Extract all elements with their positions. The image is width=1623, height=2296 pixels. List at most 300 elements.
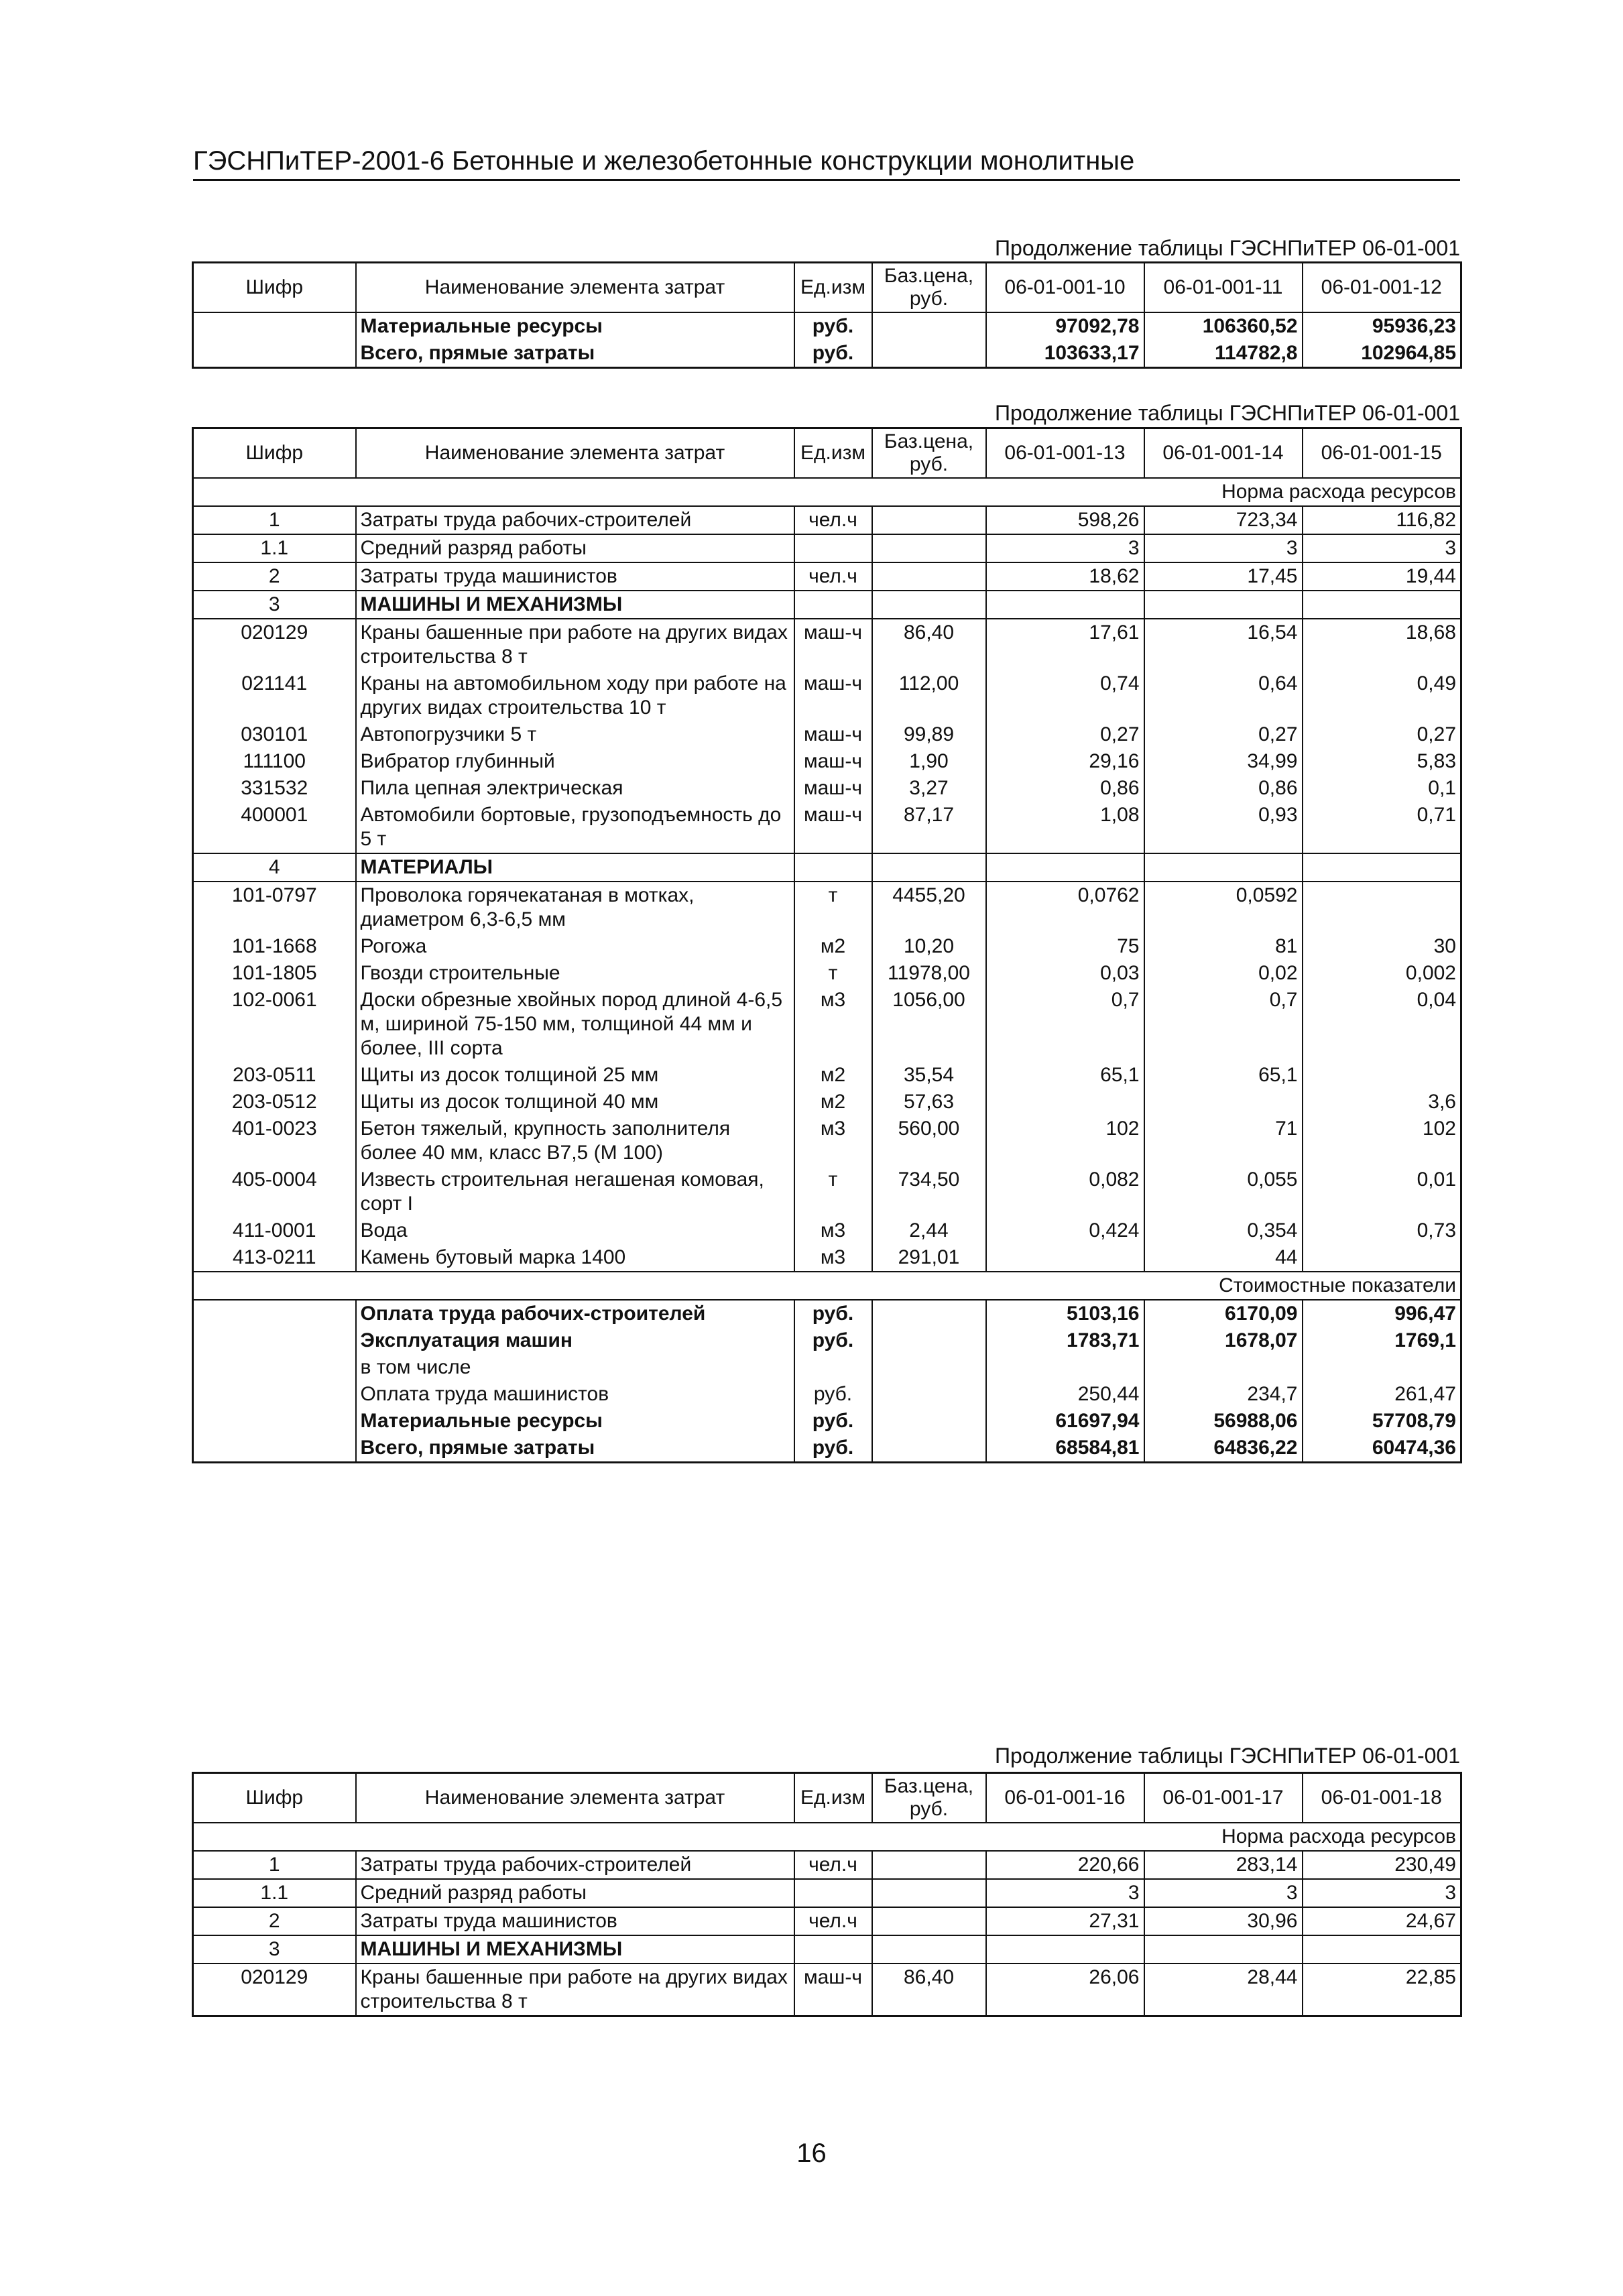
col-name-header: Наименование элемента затрат: [356, 428, 794, 479]
cell-value: 3: [1303, 1879, 1461, 1907]
cell-unit: м3: [794, 987, 872, 1062]
cell-value: 0,27: [986, 721, 1144, 748]
cell-unit: чел.ч: [794, 506, 872, 534]
cell-code: 020129: [241, 621, 308, 644]
cell-value: 0,86: [986, 775, 1144, 802]
cell-name: Оплата труда машинистов: [356, 1381, 794, 1408]
table-row: [193, 802, 1461, 853]
cell-code: 400001: [241, 804, 308, 826]
cell-value: 103633,17: [986, 340, 1144, 368]
cell-value: 116,82: [1303, 506, 1461, 534]
cell-name: Гвозди строительные: [356, 960, 794, 987]
cell-name: Средний разряд работы: [356, 534, 794, 562]
table3-header-row: [193, 1773, 1461, 1823]
cell-price: [872, 1879, 986, 1907]
cell-unit: чел.ч: [794, 1851, 872, 1879]
cell-unit: руб.: [794, 1381, 872, 1408]
cell-empty: [986, 591, 1144, 619]
cell-code: 1: [193, 1851, 356, 1879]
table-row: [193, 882, 1461, 933]
norm-row: [193, 478, 1461, 506]
col-unit-header: Ед.изм: [794, 428, 872, 479]
table2: [192, 427, 1462, 1463]
table-row: [193, 670, 1461, 721]
cell-empty: [794, 853, 872, 882]
cost-row: [193, 1272, 1461, 1300]
table2-header-row: [193, 428, 1461, 479]
cell-value: 230,49: [1303, 1851, 1461, 1879]
cell-value: 0,0592: [1144, 882, 1303, 933]
cell-unit: маш-ч: [794, 748, 872, 775]
cell-code: [193, 1435, 356, 1463]
cell-name: Вода: [356, 1217, 794, 1244]
cell-unit: маш-ч: [794, 1963, 872, 2016]
cell-name: Проволока горячекатаная в мотках, диаметром 6,3-6,5 мм: [356, 882, 794, 933]
cell-unit: руб.: [794, 1327, 872, 1354]
cell-value: 0,93: [1144, 802, 1303, 853]
section-materials: [193, 853, 1461, 882]
cell-value: 65,1: [1144, 1062, 1303, 1089]
cell-empty: [872, 1935, 986, 1963]
cost-item-row: [193, 1354, 1461, 1381]
cell-price: 560,00: [872, 1115, 986, 1166]
cell-value: 22,85: [1405, 1966, 1456, 1988]
norm-label: Норма расхода ресурсов: [193, 478, 1461, 506]
cell-value: 3: [986, 534, 1144, 562]
cell-unit: м3: [794, 1115, 872, 1166]
cell-price: [872, 1354, 986, 1381]
cell-code: 101-1805: [231, 962, 317, 984]
cell-unit: маш-ч: [794, 721, 872, 748]
cell-unit: [794, 1354, 872, 1381]
cell-value: 0,055: [1144, 1166, 1303, 1217]
cell-value: 0,73: [1417, 1219, 1456, 1242]
cell-unit: т: [794, 1166, 872, 1217]
col-rate-header: 06-01-001-13: [986, 428, 1144, 479]
cell-value: 598,26: [986, 506, 1144, 534]
cell-code: 405-0004: [231, 1168, 317, 1191]
cell-unit: руб.: [794, 312, 872, 340]
cell-value: 97092,78: [986, 312, 1144, 340]
cell-value: 0,27: [1417, 723, 1456, 745]
table1-header-row: [193, 263, 1461, 313]
col-code-header: Шифр: [193, 263, 356, 313]
cell-value: 17,61: [986, 619, 1144, 670]
cell-empty: [794, 591, 872, 619]
cell-price: 11978,00: [872, 960, 986, 987]
cell-price: 99,89: [872, 721, 986, 748]
cell-value: 6170,09: [1144, 1300, 1303, 1327]
cell-name: Камень бутовый марка 1400: [356, 1244, 794, 1272]
cell-code: [193, 312, 356, 340]
cell-code: 203-0511: [232, 1064, 316, 1086]
cell-value: [1144, 1089, 1303, 1115]
cell-value: 1,08: [986, 802, 1144, 853]
cell-value: 81: [1144, 933, 1303, 960]
table3-caption: Продолжение таблицы ГЭСНПиТЕР 06-01-001: [995, 1744, 1460, 1768]
cell-value: 261,47: [1394, 1383, 1456, 1405]
cell-code: 1.1: [193, 1879, 356, 1907]
cell-unit: маш-ч: [794, 619, 872, 670]
cell-value: [1144, 1354, 1303, 1381]
cell-empty: [1144, 1935, 1303, 1963]
table-row: [193, 748, 1461, 775]
table-row: [193, 1089, 1461, 1115]
cell-value: [986, 1354, 1144, 1381]
table-row: [193, 960, 1461, 987]
cell-empty: [794, 1935, 872, 1963]
cell-value: 3,6: [1428, 1091, 1456, 1113]
cell-price: 291,01: [872, 1244, 986, 1272]
cell-unit: м2: [794, 1089, 872, 1115]
table-row: [193, 1851, 1461, 1879]
table2-caption: Продолжение таблицы ГЭСНПиТЕР 06-01-001: [995, 401, 1460, 425]
cell-value: 234,7: [1144, 1381, 1303, 1408]
cell-value: 0,27: [1144, 721, 1303, 748]
cell-unit: чел.ч: [794, 562, 872, 591]
cell-value: 18,62: [986, 562, 1144, 591]
cell-value: 0,424: [986, 1217, 1144, 1244]
cell-value: 95936,23: [1303, 312, 1461, 340]
cell-price: 1,90: [872, 748, 986, 775]
cell-price: [872, 506, 986, 534]
cell-value: [1303, 1062, 1461, 1089]
cell-name: Средний разряд работы: [356, 1879, 794, 1907]
table-row: [193, 1244, 1461, 1272]
cell-value: [1303, 1244, 1461, 1272]
cell-value: 17,45: [1144, 562, 1303, 591]
cell-value: 65,1: [986, 1062, 1144, 1089]
col-price-header: Баз.цена, руб.: [872, 428, 986, 479]
col-rate-header: 06-01-001-11: [1144, 263, 1303, 313]
cell-value: 30: [1433, 935, 1456, 957]
cell-value: 0,01: [1417, 1168, 1456, 1191]
cell-price: [872, 562, 986, 591]
cell-name: Вибратор глубинный: [356, 748, 794, 775]
cell-empty: [1144, 853, 1303, 882]
cell-unit: м2: [794, 1062, 872, 1089]
summary-row: [193, 312, 1461, 340]
table-row: [193, 1963, 1461, 2016]
cell-value: 102: [986, 1115, 1144, 1166]
cell-value: 0,86: [1144, 775, 1303, 802]
cell-value: 220,66: [986, 1851, 1144, 1879]
cell-code: 203-0512: [231, 1091, 317, 1113]
table-row: [193, 506, 1461, 534]
cell-value: 24,67: [1303, 1907, 1461, 1935]
cell-code: [193, 1327, 356, 1354]
cell-price: 35,54: [872, 1062, 986, 1089]
cell-value: 27,31: [986, 1907, 1144, 1935]
cell-code: [193, 1300, 356, 1327]
cell-price: 2,44: [872, 1217, 986, 1244]
cell-price: 112,00: [872, 670, 986, 721]
cost-item-row: [193, 1408, 1461, 1435]
cell-value: 1678,07: [1144, 1327, 1303, 1354]
cell-name: Затраты труда машинистов: [356, 1907, 794, 1935]
col-unit-header: Ед.изм: [794, 1773, 872, 1823]
cell-empty: [1144, 591, 1303, 619]
col-unit-header: Ед.изм: [794, 263, 872, 313]
cell-value: 75: [986, 933, 1144, 960]
cell-value: 0,002: [1405, 962, 1456, 984]
page-number: 16: [796, 2138, 827, 2168]
cell-name: Автомобили бортовые, грузоподъемность до 5 т: [356, 802, 794, 853]
cell-code: 2: [193, 562, 356, 591]
cell-unit: т: [794, 960, 872, 987]
cell-value: 56988,06: [1144, 1408, 1303, 1435]
cost-item-row: [193, 1435, 1461, 1463]
col-name-header: Наименование элемента затрат: [356, 263, 794, 313]
cell-value: 0,04: [1417, 989, 1456, 1011]
cost-item-row: [193, 1300, 1461, 1327]
cell-value: [1303, 1354, 1461, 1381]
cell-code: 401-0023: [231, 1117, 317, 1140]
cell-code: 111100: [243, 750, 306, 772]
cost-item-row: [193, 1327, 1461, 1354]
cell-code: 2: [193, 1907, 356, 1935]
col-price-header: Баз.цена, руб.: [872, 1773, 986, 1823]
norm-row: [193, 1823, 1461, 1851]
cell-empty: [986, 853, 1144, 882]
col-rate-header: 06-01-001-15: [1303, 428, 1461, 479]
cell-value: 0,71: [1417, 804, 1456, 826]
cell-value: 0,7: [986, 987, 1144, 1062]
cell-unit: руб.: [794, 340, 872, 368]
cell-value: 0,74: [986, 670, 1144, 721]
cell-value: 3: [986, 1879, 1144, 1907]
cell-value: 64836,22: [1144, 1435, 1303, 1463]
cell-code: 030101: [241, 723, 308, 745]
cell-code: [193, 1381, 356, 1408]
cell-price: [872, 1381, 986, 1408]
section-code: 3: [193, 591, 356, 619]
table-row: [193, 562, 1461, 591]
cell-name: Затраты труда машинистов: [356, 562, 794, 591]
cell-value: 5,83: [1417, 750, 1456, 772]
cell-empty: [1303, 591, 1461, 619]
cell-value: 0,02: [1144, 960, 1303, 987]
cell-name: Оплата труда рабочих-строителей: [356, 1300, 794, 1327]
cell-name: Краны на автомобильном ходу при работе на других видах строительства 10 т: [356, 670, 794, 721]
col-rate-header: 06-01-001-16: [986, 1773, 1144, 1823]
cell-code: 413-0211: [232, 1246, 316, 1268]
cell-unit: руб.: [794, 1300, 872, 1327]
cell-value: [986, 1089, 1144, 1115]
section-code: 3: [193, 1935, 356, 1963]
cell-name: Бетон тяжелый, крупность заполнителя более 40 мм, класс В7,5 (М 100): [356, 1115, 794, 1166]
cell-price: 86,40: [872, 619, 986, 670]
cell-value: 723,34: [1144, 506, 1303, 534]
cell-value: 0,082: [986, 1166, 1144, 1217]
cell-price: [872, 1435, 986, 1463]
cell-empty: [1303, 1935, 1461, 1963]
cell-value: 28,44: [1144, 1963, 1303, 2016]
cell-unit: [794, 534, 872, 562]
cell-value: 1769,1: [1394, 1329, 1456, 1351]
cell-code: 021141: [241, 672, 308, 694]
cell-empty: [872, 853, 986, 882]
cell-price: 3,27: [872, 775, 986, 802]
col-name-header: Наименование элемента затрат: [356, 1773, 794, 1823]
cell-price: [872, 340, 986, 368]
cell-price: [872, 534, 986, 562]
cell-unit: чел.ч: [794, 1907, 872, 1935]
cell-value: 0,49: [1417, 672, 1456, 694]
cell-value: 0,354: [1144, 1217, 1303, 1244]
cell-value: 44: [1144, 1244, 1303, 1272]
cell-value: 3: [1144, 534, 1303, 562]
cell-empty: [986, 1935, 1144, 1963]
table-row: [193, 1879, 1461, 1907]
cell-code: 411-0001: [232, 1219, 316, 1242]
cell-unit: м3: [794, 1217, 872, 1244]
cell-value: [986, 1244, 1144, 1272]
section-title: МАТЕРИАЛЫ: [356, 853, 794, 882]
cell-unit: [794, 1879, 872, 1907]
table-row: [193, 1115, 1461, 1166]
cell-price: 4455,20: [872, 882, 986, 933]
cell-value: 102: [1422, 1117, 1456, 1140]
cell-name: Краны башенные при работе на других видах строительства 8 т: [356, 619, 794, 670]
page-header: ГЭСНПиТЕР-2001-6 Бетонные и железобетонные конструкции монолитные: [193, 146, 1460, 181]
section-title: МАШИНЫ И МЕХАНИЗМЫ: [356, 1935, 794, 1963]
cell-code: 1: [193, 506, 356, 534]
cell-value: 102964,85: [1361, 342, 1456, 364]
cell-code: 101-0797: [231, 884, 317, 906]
table-row: [193, 1907, 1461, 1935]
cell-unit: руб.: [794, 1435, 872, 1463]
cell-price: 734,50: [872, 1166, 986, 1217]
cell-value: 61697,94: [986, 1408, 1144, 1435]
cell-value: 0,1: [1428, 777, 1456, 799]
cell-price: [872, 312, 986, 340]
cell-value: 30,96: [1144, 1907, 1303, 1935]
cell-unit: маш-ч: [794, 802, 872, 853]
col-price-header: Баз.цена, руб.: [872, 263, 986, 313]
section-machines: [193, 1935, 1461, 1963]
cell-value: 18,68: [1405, 621, 1456, 644]
table-row: [193, 619, 1461, 670]
cell-name: в том числе: [356, 1354, 794, 1381]
cell-name: Щиты из досок толщиной 25 мм: [356, 1062, 794, 1089]
cell-price: [872, 1300, 986, 1327]
table-row: [193, 1062, 1461, 1089]
cost-item-row: [193, 1381, 1461, 1408]
cell-value: 60474,36: [1372, 1437, 1456, 1459]
cell-code: 101-1668: [231, 935, 317, 957]
summary-row: [193, 340, 1461, 368]
cell-unit: м3: [794, 1244, 872, 1272]
cell-value: 26,06: [986, 1963, 1144, 2016]
col-rate-header: 06-01-001-18: [1303, 1773, 1461, 1823]
cell-value: 57708,79: [1372, 1410, 1456, 1432]
section-title: МАШИНЫ И МЕХАНИЗМЫ: [356, 591, 794, 619]
cell-name: Материальные ресурсы: [356, 312, 794, 340]
cell-name: Автопогрузчики 5 т: [356, 721, 794, 748]
cell-price: 1056,00: [872, 987, 986, 1062]
cell-empty: [872, 591, 986, 619]
cell-price: 86,40: [872, 1963, 986, 2016]
section-machines: [193, 591, 1461, 619]
cost-label: Стоимостные показатели: [193, 1272, 1461, 1300]
section-code: 4: [193, 853, 356, 882]
table1-caption: Продолжение таблицы ГЭСНПиТЕР 06-01-001: [995, 236, 1460, 260]
cell-price: 57,63: [872, 1089, 986, 1115]
cell-name: Материальные ресурсы: [356, 1408, 794, 1435]
cell-name: Рогожа: [356, 933, 794, 960]
col-rate-header: 06-01-001-10: [986, 263, 1144, 313]
table-row: [193, 1217, 1461, 1244]
col-code-header: Шифр: [193, 428, 356, 479]
cell-code: [193, 1354, 356, 1381]
cell-value: 250,44: [986, 1381, 1144, 1408]
cell-price: [872, 1851, 986, 1879]
cell-value: 16,54: [1144, 619, 1303, 670]
cell-value: 19,44: [1303, 562, 1461, 591]
table-row: [193, 987, 1461, 1062]
cell-value: 0,7: [1144, 987, 1303, 1062]
cell-code: 102-0061: [231, 989, 317, 1011]
cell-value: 71: [1144, 1115, 1303, 1166]
cell-name: Доски обрезные хвойных пород длиной 4-6,5 м, шириной 75-150 мм, толщиной 44 мм и более, III сорта: [356, 987, 794, 1062]
cell-code: 331532: [241, 777, 308, 799]
cell-value: [1303, 882, 1461, 933]
cell-price: [872, 1408, 986, 1435]
cell-name: Эксплуатация машин: [356, 1327, 794, 1354]
cell-name: Всего, прямые затраты: [356, 340, 794, 368]
table-row: [193, 933, 1461, 960]
table-row: [193, 721, 1461, 748]
cell-name: Затраты труда рабочих-строителей: [356, 506, 794, 534]
cell-unit: руб.: [794, 1408, 872, 1435]
table-row: [193, 1166, 1461, 1217]
col-rate-header: 06-01-001-12: [1303, 263, 1461, 313]
cell-name: Пила цепная электрическая: [356, 775, 794, 802]
cell-value: 34,99: [1144, 748, 1303, 775]
cell-name: Всего, прямые затраты: [356, 1435, 794, 1463]
cell-value: 5103,16: [986, 1300, 1144, 1327]
table-row: [193, 775, 1461, 802]
cell-name: Известь строительная негашеная комовая, сорт I: [356, 1166, 794, 1217]
cell-name: Щиты из досок толщиной 40 мм: [356, 1089, 794, 1115]
table3: [192, 1772, 1462, 2017]
table-row: [193, 534, 1461, 562]
cell-code: 1.1: [193, 534, 356, 562]
cell-code: 020129: [241, 1966, 308, 1988]
cell-value: 0,64: [1144, 670, 1303, 721]
cell-value: 0,03: [986, 960, 1144, 987]
cell-unit: маш-ч: [794, 775, 872, 802]
cell-value: 114782,8: [1144, 340, 1303, 368]
cell-name: Затраты труда рабочих-строителей: [356, 1851, 794, 1879]
table1: [192, 261, 1462, 369]
col-rate-header: 06-01-001-14: [1144, 428, 1303, 479]
cell-unit: м2: [794, 933, 872, 960]
cell-value: 3: [1144, 1879, 1303, 1907]
cell-value: 68584,81: [986, 1435, 1144, 1463]
cell-unit: маш-ч: [794, 670, 872, 721]
cell-price: [872, 1327, 986, 1354]
col-code-header: Шифр: [193, 1773, 356, 1823]
cell-value: 996,47: [1394, 1303, 1456, 1325]
col-rate-header: 06-01-001-17: [1144, 1773, 1303, 1823]
cell-value: 106360,52: [1144, 312, 1303, 340]
cell-value: 1783,71: [986, 1327, 1144, 1354]
cell-code: [193, 1408, 356, 1435]
cell-value: 29,16: [986, 748, 1144, 775]
cell-price: 10,20: [872, 933, 986, 960]
